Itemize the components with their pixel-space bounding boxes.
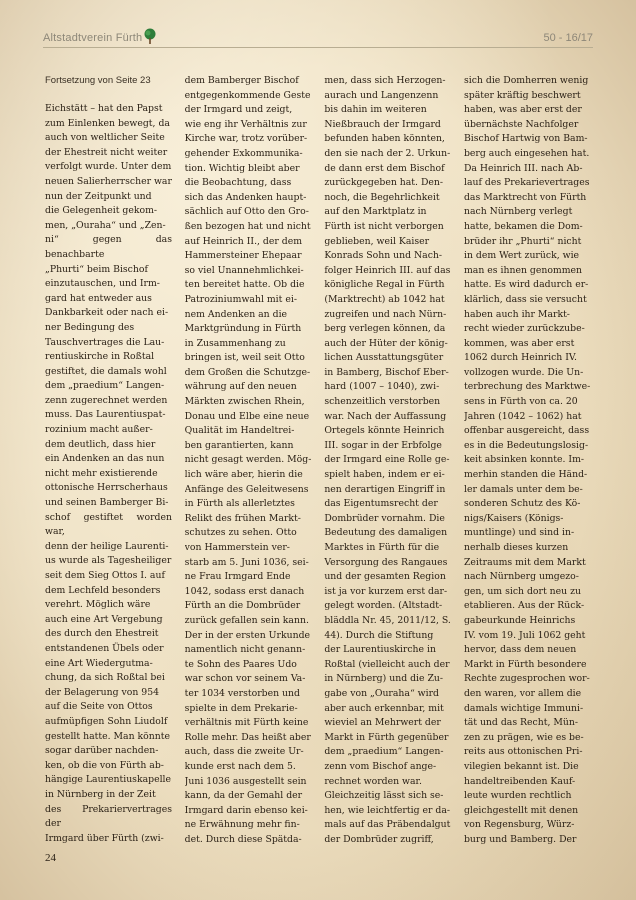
page-number: 24 <box>45 852 56 864</box>
publication-name: Altstadtverein Fürth <box>43 32 143 44</box>
article-body <box>45 74 591 844</box>
text-column-1 <box>45 74 172 844</box>
header-divider <box>43 47 593 48</box>
text-column-4 <box>464 74 591 844</box>
column-text: Eichstätt – hat den Papst zum Einlenken bewegt, da auch von weltlicher Seite der Ehestreit nicht weiter verfolgt wurde. Unter dem neuen Salierherrscher war nun der Zeitpunkt und die Gelegenheit gekom- men, „Ouraha“ und „Zen- ni“ gegen das benachbarte „Phurti“ beim Bischof einzutauschen, und Irm- gard hat entweder aus Dankbarkeit oder nach ei- ner Bedingung des Tauschvertrages die Lau- rentiuskirche in Roßtal gestiftet, die damals wohl dem „praedium“ Langen- zenn zugerechnet werden muss. Das Laurentiuspat- rozinium macht außer- dem deutlich, dass hier ein Andenken an das nun nicht mehr existierende ottonische Herrscherhaus und seinen Bamberger Bi- schof gestiftet worden war, denn der heilige Laurenti- us wurde als Tagesheiliger seit dem Sieg Ottos I. auf dem Lechfeld besonders verehrt. Möglich wäre auch eine Art Vergebung des durch den Ehestreit entstandenen Übels oder eine Art Wiedergutma- chung, da sich Roßtal bei der Belagerung von 954 auf die Seite von Ottos aufmüpfigen Sohn Liudolf gestellt hatte. Man könnte sogar darüber nachden- ken, ob die von Fürth ab- hängige Laurentiuskapelle in Nürnberg in der Zeit des Prekariervertrages der Irmgard über Fürth (zwi- <box>45 103 172 844</box>
column-text: sich die Domherren wenig später kräftig beschwert haben, was aber erst der übernächste Nachfolger Bischof Hartwig von Bam- berg auch eingesehen hat. Da Heinrich III. nach Ab- lauf des Prekarievertrages das Marktrecht von Fürth nach Nürnberg verlegt hatte, bekamen die Dom- brüder ihr „Phurti“ nicht in dem Wert zurück, wie man es ihnen genommen hatte. Es wird dadurch er- klärlich, dass sie versucht haben auch ihr Markt- recht wieder zurückzube- kommen, was aber erst 1062 durch Heinrich IV. vollzogen wurde. Die Un- terbrechung des Marktwe- sens in Fürth von ca. 20 Jahren (1042 – 1062) hat offenbar ausgereicht, dass es in die Bedeutungslosig- keit absinken konnte. Im- merhin standen die Händ- ler damals unter dem be- sonderen Schutz des Kö- nigs/Kaisers (Königs- muntlinge) und sind in- nerhalb dieses kurzen Zeitraums mit dem Markt nach Nürnberg umgezo- gen, um sich dort neu zu etablieren. Aus der Rück- gabeurkunde Heinrichs IV. vom 19. Juli 1062 geht hervor, dass dem neuen Markt in Fürth besondere Rechte zugesprochen wor- den waren, vor allem die damals wichtige Immuni- tät und das Recht, Mün- zen zu prägen, wie es be- reits aus ottonischen Pri- vilegien bekannt ist. Die handeltreibenden Kauf- leute wurden rechtlich gleichgestellt mit denen von Regensburg, Würz- burg und Bamberg. Der <box>463 75 591 844</box>
tree-logo-icon <box>143 28 157 46</box>
continuation-note: Fortsetzung von Seite 23 <box>45 75 151 86</box>
column-text: men, dass sich Herzogen- aurach und Langenzenn bis dahin im weiteren Nießbrauch der Irmgard befunden haben könnten, den sie nach der 2. Urkun- de dann erst dem Bischof zurückgegeben hat. Den- noch, die Begehrlichkeit auf den Marktplatz in Fürth ist nicht verborgen geblieben, weil Kaiser Konrads Sohn und Nach- folger Heinrich III. auf das königliche Regal in Fürth (Marktrecht) ab 1042 hat zugreifen und nach Nürn- berg verlegen können, da auch der Hüter der könig- lichen Ausstattungsgüter in Bamberg, Bischof Eber- hard (1007 – 1040), zwi- schenzeitlich verstorben war. Nach der Auffassung Ortegels könnte Heinrich III. sogar in der Erbfolge der Irmgard eine Rolle ge- spielt haben, indem er ei- nen derartigen Eingriff in das Eigentumsrecht der Dombrüder vornahm. Die Bedeutung des damaligen Marktes in Fürth für die Versorgung des Rangaues und der gesamten Region ist ja vor kurzem erst dar- gelegt worden. (Altstadt- bläddla Nr. 45, 2011/12, S. 44). Durch die Stiftung der Laurentiuskirche in Roßtal (vielleicht auch der in Nürnberg) und die Zu- gabe von „Ouraha“ wird aber auch erkennbar, mit wieviel an Mehrwert der Markt in Fürth gegenüber dem „praedium“ Langen- zenn vom Bischof ange- rechnet worden war. Gleichzeitig lässt sich se- hen, wie leichtfertig er da- mals auf das Präbendalgut der Dombrüder zugriff, <box>324 75 451 844</box>
text-column-3 <box>324 74 451 844</box>
issue-number: 50 - 16/17 <box>543 32 593 44</box>
column-text: dem Bamberger Bischof entgegenkommende Geste der Irmgard und zeigt, wie eng ihr Verhältnis zur Kirche war, trotz vorüber- gehender Exkommunika- tion. Wichtig bleibt aber die Beobachtung, dass sich das Andenken haupt- sächlich auf Otto den Gro- ßen bezogen hat und nicht auf Heinrich II., der dem Hammersteiner Ehepaar so viel Unannehmlichkei- ten bereitet hatte. Ob die Patroziniumwahl mit ei- nem Andenken an die Marktgründung in Fürth in Zusammenhang zu bringen ist, weil seit Otto dem Großen die Schutzge- währung auf den neuen Märkten zwischen Rhein, Donau und Elbe eine neue Qualität im Handeltrei- ben garantierten, kann nicht gesagt werden. Mög- lich wäre aber, hierin die Anfänge des Geleitwesens in Fürth als allerletztes Relikt des frühen Markt- schutzes zu sehen. Otto von Hammerstein ver- starb am 5. Juni 1036, sei- ne Frau Irmgard Ende 1042, sodass erst danach Fürth an die Dombrüder zurück gefallen sein kann. Der in der ersten Urkunde namentlich nicht genann- te Sohn des Paares Udo war schon vor seinem Va- ter 1034 verstorben und spielte in dem Prekarie- verhältnis mit Fürth keine Rolle mehr. Das heißt aber auch, dass die zweite Ur- kunde erst nach dem 5. Juni 1036 ausgestellt sein kann, da der Gemahl der Irmgard darin ebenso kei- ne Erwähnung mehr fin- det. Durch diese Spätda- <box>184 75 312 844</box>
text-column-2 <box>185 74 312 844</box>
running-header <box>43 28 593 50</box>
